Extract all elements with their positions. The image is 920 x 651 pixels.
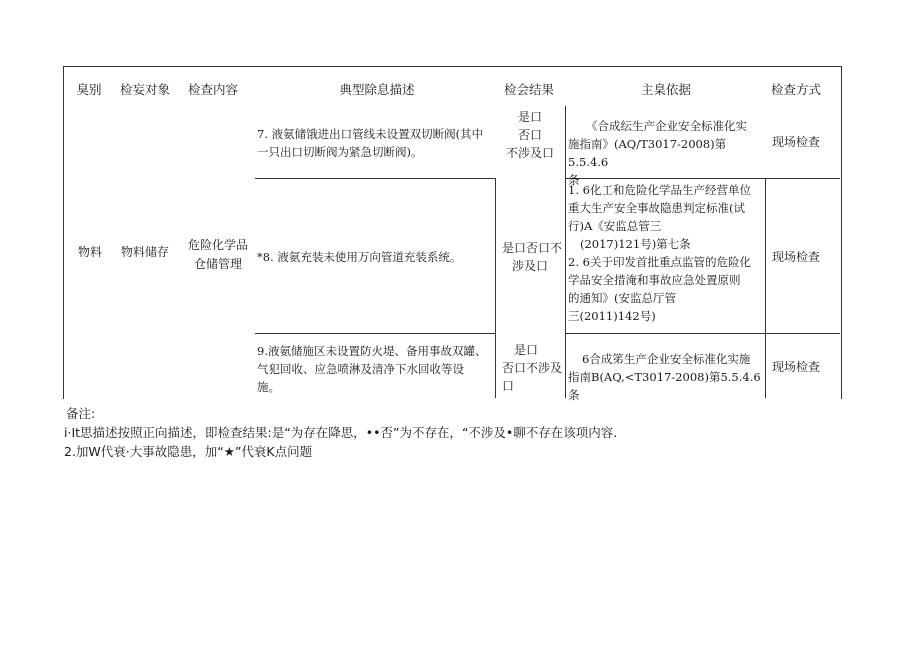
- basis-line: 重大生产安全事故隐患判定标准(试: [568, 201, 745, 215]
- notes-line: i·It思描述按照正向描述，即检查结果:是“为存在降思，••否”为不存在，“不涉及•聊不存在该项内容.: [64, 425, 618, 440]
- column-divider: [495, 178, 496, 398]
- description-line: 9.液氨储施区未设置防火堤、备用事故双罐、: [257, 344, 487, 358]
- description-line: *8. 液氨充装未使用万向管道充装系统。: [257, 250, 462, 264]
- method-cell: 现场检查: [771, 135, 820, 149]
- description-line: 施。: [257, 380, 280, 394]
- basis-cell: [568, 117, 764, 189]
- method-cell: 现场检查: [771, 250, 820, 264]
- header-content: 检查内容: [187, 82, 238, 97]
- result-line: 是口: [517, 110, 542, 124]
- object-cell: 物料储存: [120, 245, 169, 259]
- basis-cell: [568, 181, 764, 325]
- row-divider: [565, 333, 840, 334]
- header-category: 臭别: [76, 82, 102, 97]
- result-cell: [502, 239, 564, 275]
- description-line: 7. 液氨储饿进出口管线未设置双切断阀(其中: [257, 127, 484, 141]
- notes-title: 备注:: [66, 406, 96, 421]
- description-cell: [257, 125, 493, 161]
- header-method: 检查方式: [770, 82, 821, 97]
- header-result: 检会结果: [503, 82, 554, 97]
- basis-line: 6合成笫生产企业安全标准化实施: [582, 352, 751, 366]
- basis-line: 指南B(AQ,<T3017-2008)第5.5.4.6条: [568, 370, 761, 402]
- content-cell-line: 仓储管理: [193, 257, 242, 271]
- basis-line: 学品安全措淹和事故应急处置原则: [568, 273, 741, 287]
- column-divider: [565, 106, 566, 398]
- result-line: 否口: [517, 128, 542, 142]
- description-cell: [257, 248, 493, 266]
- basis-line: 三(2011)142号): [568, 309, 656, 323]
- basis-cell: [568, 350, 764, 404]
- result-line: 不涉及口: [505, 146, 554, 160]
- basis-line: 的通知》(安监总厅管: [568, 291, 676, 305]
- result-line: 否口不涉及口: [502, 361, 563, 393]
- result-line: 涉及口: [512, 259, 549, 273]
- row-divider: [255, 178, 495, 179]
- header-description: 典型除息描述: [339, 82, 415, 97]
- basis-line: 《合成纭生产企业安全标准化实: [586, 119, 747, 133]
- description-line: 一只出口切断阀为紧急切断阀)。: [257, 145, 423, 159]
- method-cell: 现场检查: [771, 360, 820, 374]
- basis-line: 施指南》(AQ/T3017-2008)第5.5.4.6: [568, 137, 727, 169]
- header-object: 检妄对象: [119, 82, 170, 97]
- description-cell: [257, 342, 493, 396]
- basis-line: 行)A《安监总管三: [568, 219, 662, 233]
- result-line: 是口: [514, 343, 539, 357]
- row-divider: [255, 333, 495, 334]
- basis-line: 条: [568, 173, 580, 187]
- notes-line: 2.加W代衰·大事故隐患，加“★”代衰K点问题: [64, 444, 313, 459]
- basis-line: 1. 6化工和危险化学品生产经营单位: [568, 183, 751, 197]
- result-cell: [502, 341, 564, 395]
- header-basis: 主臬依据: [640, 82, 691, 97]
- basis-line: 2. 6关于印发首批重点监管的危险化: [568, 255, 751, 269]
- result-line: 是口否口不: [502, 241, 563, 255]
- basis-line: (2017)121号)第七条: [580, 237, 691, 251]
- content-cell-line: 危险化学品: [187, 238, 248, 252]
- description-line: 气犯回收、应急喷淋及清净下水回收等设: [257, 362, 464, 376]
- category-cell: 物料: [77, 245, 102, 259]
- result-cell: [497, 108, 563, 162]
